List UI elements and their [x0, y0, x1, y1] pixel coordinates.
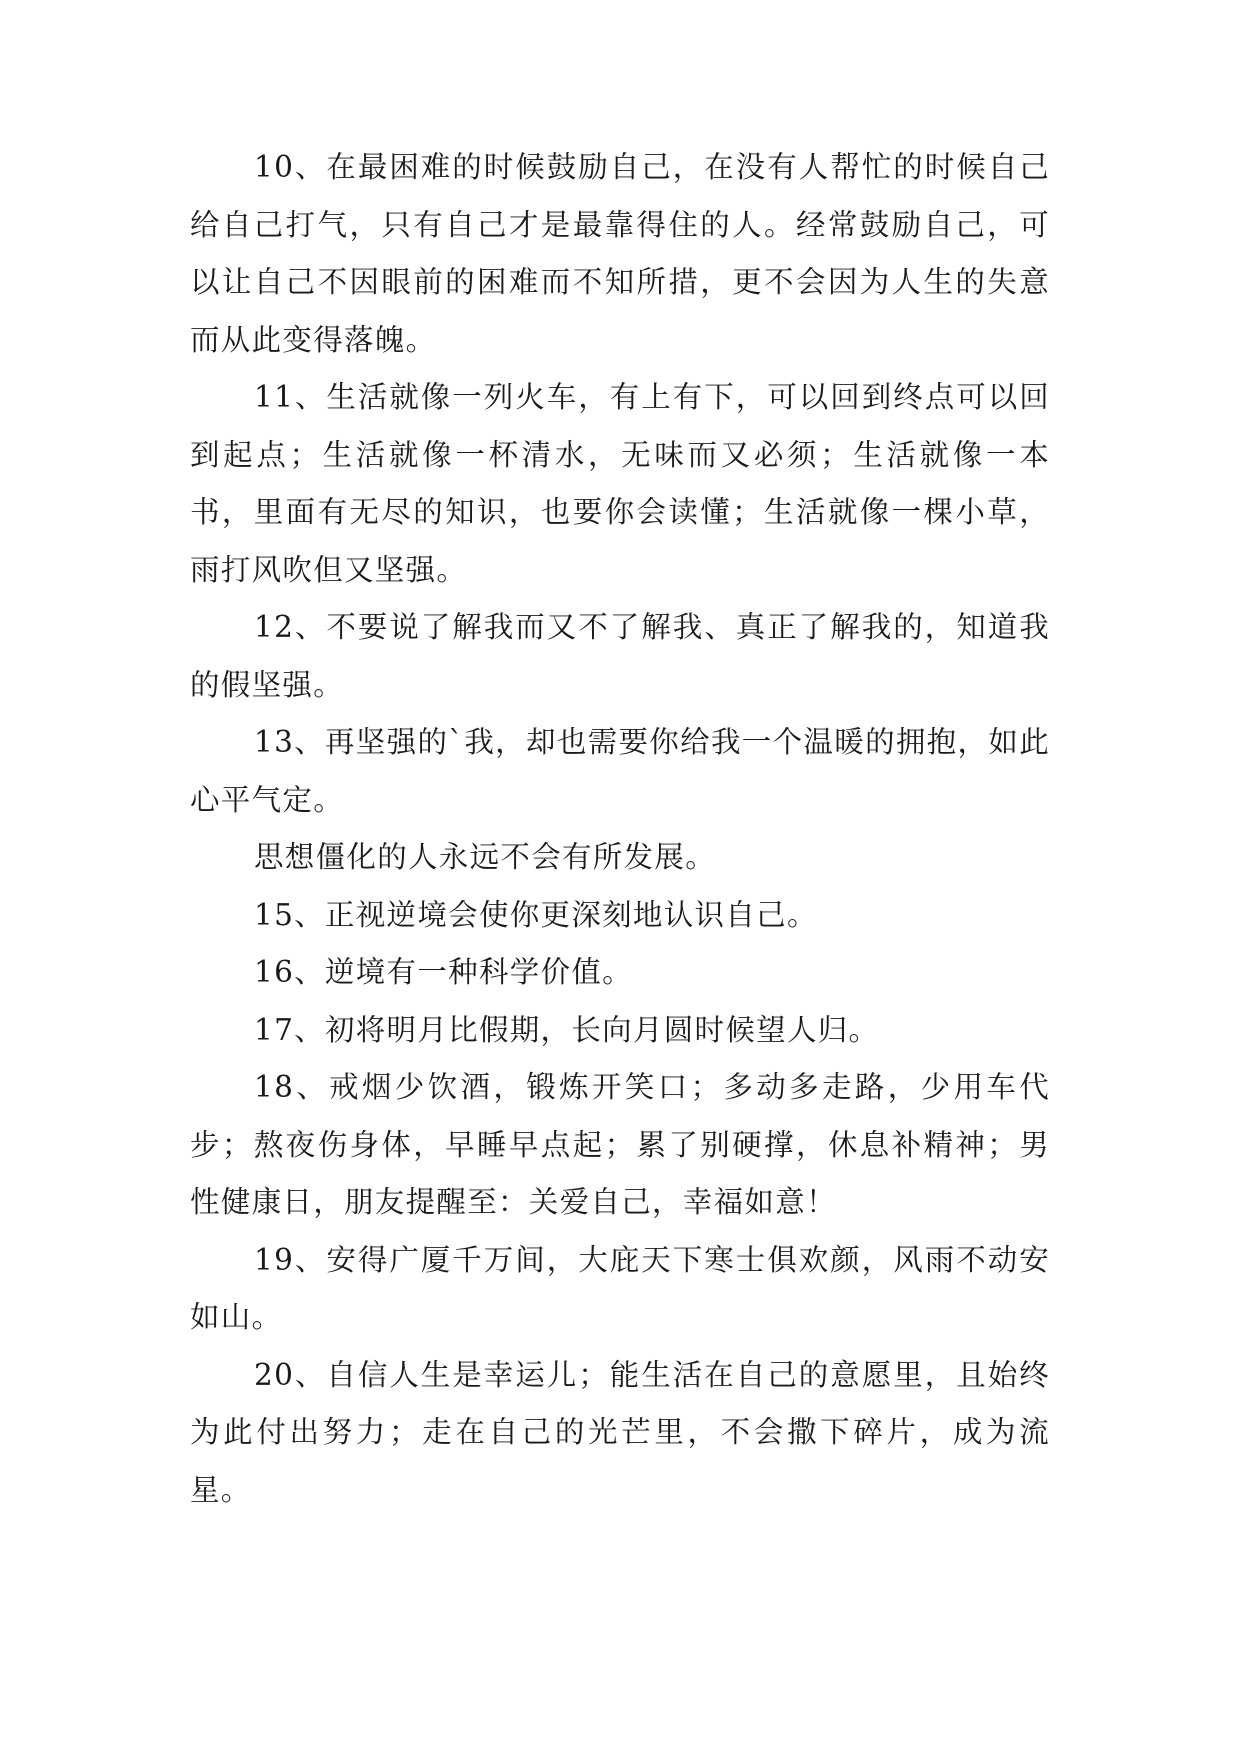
paragraph-16: 16、逆境有一种科学价值。	[254, 955, 633, 989]
document-page	[190, 139, 1050, 1519]
paragraph-20: 20、自信人生是幸运儿；能生活在自己的意愿里，且始终为此付出努力；走在自己的光芒里，不会撒下碎片，成为流星。	[190, 1357, 1050, 1507]
paragraph-14: 思想僵化的人永远不会有所发展。	[254, 840, 717, 874]
paragraph-11: 11、生活就像一列火车，有上有下，可以回到终点可以回到起点；生活就像一杯清水，无味而又必须；生活就像一本书，里面有无尽的知识，也要你会读懂；生活就像一棵小草，雨打风吹但又坚强。	[190, 380, 1050, 587]
paragraph-15: 15、正视逆境会使你更深刻地认识自己。	[254, 897, 818, 932]
paragraph-18: 18、戒烟少饮酒，锻炼开笑口；多动多走路，少用车代步；熬夜伤身体，早睡早点起；累了别硬撑，休息补精神；男性健康日，朋友提醒至：关爱自己，幸福如意！	[190, 1070, 1050, 1219]
paragraph-19: 19、安得广厦千万间，大庇天下寒士俱欢颜，风雨不动安如山。	[190, 1242, 1050, 1334]
paragraph-17: 17、初将明月比假期，长向月圆时候望人归。	[254, 1012, 880, 1047]
paragraph-12: 12、不要说了解我而又不了解我、真正了解我的，知道我的假坚强。	[190, 610, 1050, 702]
paragraph-13: 13、再坚强的`我，却也需要你给我一个温暖的拥抱，如此心平气定。	[190, 725, 1050, 817]
paragraph-10: 10、在最困难的时候鼓励自己，在没有人帮忙的时候自己给自己打气，只有自己才是最靠得住的人。经常鼓励自己，可以让自己不因眼前的困难而不知所措，更不会因为人生的失意而从此变得落魄。	[190, 150, 1050, 357]
